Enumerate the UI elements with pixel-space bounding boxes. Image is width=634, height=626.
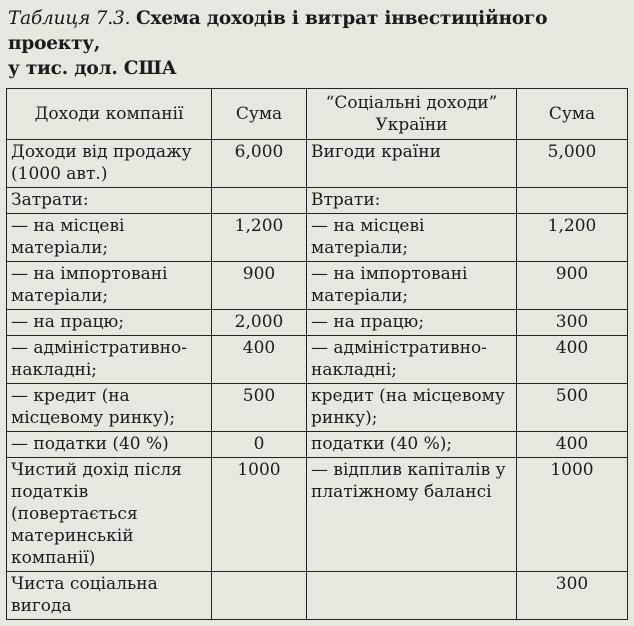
table-cell xyxy=(212,188,307,214)
table-cell: — відплив капіталів у платіжному балансі xyxy=(307,458,517,572)
table-cell: кредит (на місцевому ринку); xyxy=(307,384,517,432)
table-cell: Втрати: xyxy=(307,188,517,214)
table-cell: — адміністративно-накладні; xyxy=(7,336,212,384)
table-row xyxy=(7,432,628,458)
table-cell: 500 xyxy=(212,384,307,432)
table-cell xyxy=(307,572,517,620)
table-cell xyxy=(212,572,307,620)
table-row xyxy=(7,140,628,188)
table-cell: 900 xyxy=(212,262,307,310)
table-cell: — кредит (на місцевому ринку); xyxy=(7,384,212,432)
income-expense-table xyxy=(6,88,628,620)
header-social-income: “Соціальні доходи” України xyxy=(307,89,517,140)
table-row xyxy=(7,336,628,384)
table-cell: 300 xyxy=(517,572,628,620)
table-cell: 400 xyxy=(517,432,628,458)
table-row xyxy=(7,214,628,262)
table-cell: — на місцеві матеріали; xyxy=(7,214,212,262)
table-cell: 5,000 xyxy=(517,140,628,188)
table-row xyxy=(7,188,628,214)
table-row xyxy=(7,384,628,432)
table-cell: 1,200 xyxy=(212,214,307,262)
table-cell: 1000 xyxy=(212,458,307,572)
table-cell: — на працю; xyxy=(7,310,212,336)
caption-units: у тис. дол. США xyxy=(8,58,177,79)
table-header-row xyxy=(7,89,628,140)
table-cell: Затрати: xyxy=(7,188,212,214)
table-caption xyxy=(8,6,628,81)
table-cell: 900 xyxy=(517,262,628,310)
table-cell: Чиста соціальна вигода xyxy=(7,572,212,620)
table-cell: — на імпортовані матеріали; xyxy=(307,262,517,310)
table-cell: 400 xyxy=(517,336,628,384)
table-cell: — на імпортовані матеріали; xyxy=(7,262,212,310)
header-amount: Сума xyxy=(517,89,628,140)
table-cell: 6,000 xyxy=(212,140,307,188)
table-row xyxy=(7,572,628,620)
header-company-income: Доходи компанії xyxy=(7,89,212,140)
table-cell: 1,200 xyxy=(517,214,628,262)
table-row xyxy=(7,310,628,336)
table-cell: 300 xyxy=(517,310,628,336)
table-cell: — на працю; xyxy=(307,310,517,336)
table-cell: 0 xyxy=(212,432,307,458)
header-amount: Сума xyxy=(212,89,307,140)
table-cell: 1000 xyxy=(517,458,628,572)
table-cell: 400 xyxy=(212,336,307,384)
table-cell: — на місцеві матеріали; xyxy=(307,214,517,262)
table-cell: 500 xyxy=(517,384,628,432)
caption-label: Таблиця 7.3. xyxy=(8,8,131,29)
table-cell: — податки (40 %) xyxy=(7,432,212,458)
table-cell: податки (40 %); xyxy=(307,432,517,458)
table-row xyxy=(7,262,628,310)
table-cell xyxy=(517,188,628,214)
table-cell: Чистий дохід після податків (повертається материнській компанії) xyxy=(7,458,212,572)
table-row xyxy=(7,458,628,572)
table-cell: Вигоди країни xyxy=(307,140,517,188)
table-cell: Доходи від продажу (1000 авт.) xyxy=(7,140,212,188)
table-cell: — адміністративно-накладні; xyxy=(307,336,517,384)
caption-title: Схема доходів і витрат інвестиційного проекту, xyxy=(8,8,548,54)
table-cell: 2,000 xyxy=(212,310,307,336)
